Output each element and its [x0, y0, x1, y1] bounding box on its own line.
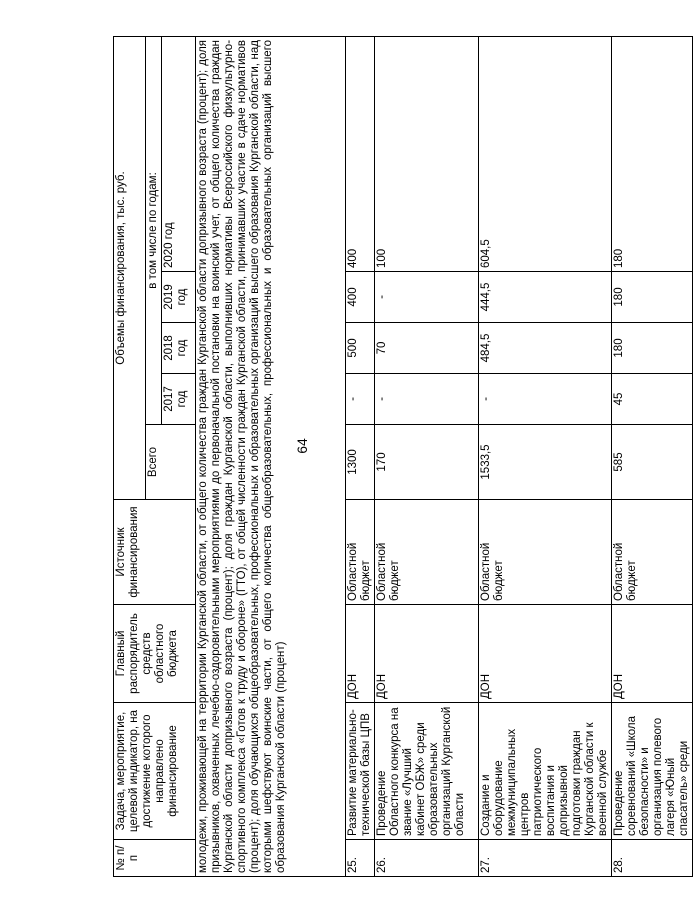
indicators-row [196, 36, 346, 876]
col-volume: Объемы финансирования, тыс. руб. [114, 36, 146, 499]
indicators-text: молодежи, проживающей на территории Курганской области, от общего количества граждан Курганской области допризывного возраста (процент); доля призывников, охваченных лечебно-оздоровительными мероприятиями до первоначальной постановки на воинский учет, от общего количества граждан Курганской области допризывного возраста (процент); доля граждан Курганской области, выполнивших нормативы Всероссийского физкультурно-спортивного комплекса «Готов к труду и обороне» (ГТО), от общей численности граждан Курганской области, принимавших участие в сдаче нормативов (процент); доля обучающихся общеобразовательных, профессиональных и образовательных организаций высшего образования Курганской области, над которыми шефствуют воинские части, от общего количества общеобразовательных, профессиональных и образовательных организаций высшего образования Курганской области (процент) [196, 36, 346, 876]
table-row [479, 36, 612, 876]
row-executor: ДОН [375, 605, 479, 703]
row-2019: 444,5 [479, 272, 612, 323]
col-2018: 2018 год [162, 323, 196, 374]
row-2018: 500 [346, 323, 375, 374]
row-source: Областной бюджет [612, 500, 693, 605]
row-source: Областной бюджет [375, 500, 479, 605]
row-executor: ДОН [612, 605, 693, 703]
col-executor: Главный распорядитель средств областного бюджета [114, 605, 196, 703]
row-source: Областной бюджет [346, 500, 375, 605]
row-2017: - [375, 374, 479, 425]
row-2020: 604,5 [479, 36, 612, 271]
row-2020: 400 [346, 36, 375, 271]
row-task: Развитие материально-технической базы ЦПВ [346, 703, 375, 840]
table-row [375, 36, 479, 876]
col-num: № п/п [114, 840, 196, 877]
row-num: 27. [479, 840, 612, 877]
row-2020: 100 [375, 36, 479, 271]
row-executor: ДОН [479, 605, 612, 703]
row-num: 25. [346, 840, 375, 877]
table-row [612, 36, 693, 876]
row-num: 26. [375, 840, 479, 877]
financing-table [113, 36, 693, 877]
row-total: 585 [612, 425, 693, 500]
row-task: Создание и оборудование межмуниципальных центров патриотического воспитания и допризывной подготовки граждан Курганской области к военной службе [479, 703, 612, 840]
row-2017: - [479, 374, 612, 425]
row-num: 28. [612, 840, 693, 877]
row-2019: - [375, 272, 479, 323]
row-total: 1300 [346, 425, 375, 500]
row-2020: 180 [612, 36, 693, 271]
page-number: 64 [294, 438, 310, 454]
row-executor: ДОН [346, 605, 375, 703]
table-row [346, 36, 375, 876]
row-source: Областной бюджет [479, 500, 612, 605]
row-total: 1533,5 [479, 425, 612, 500]
row-2017: 45 [612, 374, 693, 425]
row-2018: 70 [375, 323, 479, 374]
row-task: Проведение соревнований «Школа безопасности» и организация полевого лагеря «Юный спасатель» среди [612, 703, 693, 840]
row-total: 170 [375, 425, 479, 500]
col-task: Задача, мероприятие, целевой индикатор, на достижение которого направлено финансирование [114, 703, 196, 840]
row-2019: 180 [612, 272, 693, 323]
col-source: Источник финансирования [114, 500, 196, 605]
header-row [114, 36, 146, 876]
col-2020: 2020 год [162, 36, 196, 271]
col-2019: 2019 год [162, 272, 196, 323]
col-2017: 2017 год [162, 374, 196, 425]
row-2017: - [346, 374, 375, 425]
col-total: Всего [146, 425, 196, 500]
row-task: Проведение Областного конкурса на звание «Лучший кабинет ОБЖ» среди образовательных организаций Курганской области [375, 703, 479, 840]
col-inc: в том числе по годам: [146, 36, 162, 424]
row-2019: 400 [346, 272, 375, 323]
rotated-page [113, 37, 690, 877]
row-2018: 484,5 [479, 323, 612, 374]
row-2018: 180 [612, 323, 693, 374]
